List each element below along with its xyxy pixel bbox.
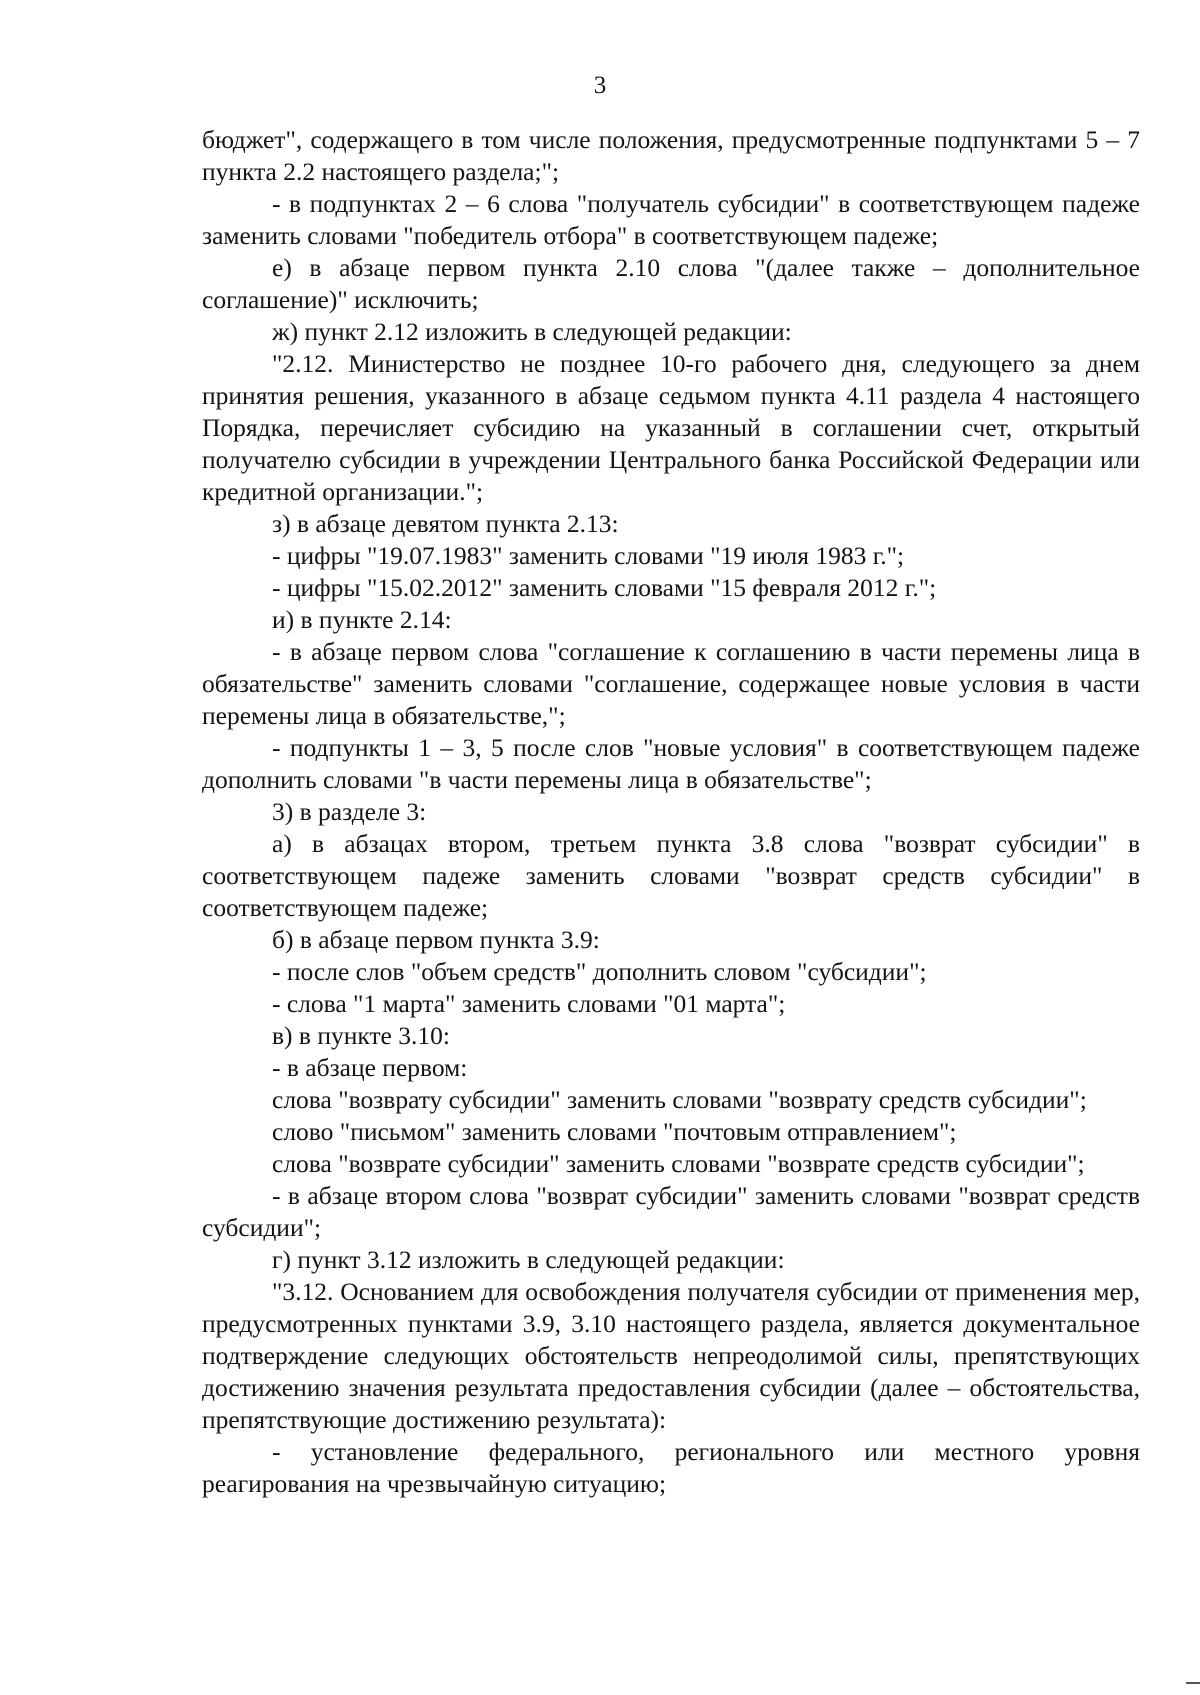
paragraph: б) в абзаце первом пункта 3.9: bbox=[272, 925, 600, 954]
paragraph: в) в пункте 3.10: bbox=[272, 1021, 450, 1050]
document-body bbox=[202, 124, 1140, 1500]
paragraph: - в абзаце первом: bbox=[272, 1053, 468, 1082]
paragraph: - слова "1 марта" заменить словами "01 марта"; bbox=[272, 989, 786, 1018]
paragraph: слово "письмом" заменить словами "почтовым отправлением"; bbox=[272, 1117, 957, 1146]
paragraph: - в подпунктах 2 – 6 слова "получатель субсидии" в соответствующем падеже заменить словами "победитель отбора" в соответствующем падеже; bbox=[202, 189, 1140, 250]
paragraph: г) пункт 3.12 изложить в следующей редакции: bbox=[272, 1245, 785, 1274]
paragraph: бюджет", содержащего в том числе положения, предусмотренные подпунктами 5 – 7 пункта 2.2 настоящего раздела;"; bbox=[202, 125, 1140, 186]
paragraph: - в абзаце втором слова "возврат субсидии" заменить словами "возврат средств субсидии"; bbox=[202, 1181, 1140, 1242]
paragraph: - установление федерального, регионального или местного уровня реагирования на чрезвычайную ситуацию; bbox=[202, 1437, 1140, 1498]
paragraph: "2.12. Министерство не позднее 10-го рабочего дня, следующего за днем принятия решения, указанного в абзаце седьмом пункта 4.11 раздела 4 настоящего Порядка, перечисляет субсидию на указанный в соглашении счет, открытый получателю субсидии в учреждении Центрального банка Российской Федерации или кредитной организации."; bbox=[202, 349, 1140, 506]
paragraph: слова "возврату субсидии" заменить словами "возврату средств субсидии"; bbox=[272, 1085, 1087, 1114]
page-number: 3 bbox=[593, 72, 607, 99]
paragraph: "3.12. Основанием для освобождения получателя субсидии от применения мер, предусмотренных пунктами 3.9, 3.10 настоящего раздела, является документальное подтверждение следующих обстоятельств непреодолимой силы, препятствующих достижению значения результата предоставления субсидии (далее – обстоятельства, препятствующие достижению результата): bbox=[202, 1277, 1140, 1434]
paragraph: - после слов "объем средств" дополнить словом "субсидии"; bbox=[272, 957, 927, 986]
paragraph: ж) пункт 2.12 изложить в следующей редакции: bbox=[272, 317, 792, 346]
paragraph: и) в пункте 2.14: bbox=[272, 605, 452, 634]
paragraph: з) в абзаце девятом пункта 2.13: bbox=[272, 509, 619, 538]
paragraph: - в абзаце первом слова "соглашение к соглашению в части перемены лица в обязательстве" заменить словами "соглашение, содержащее новые условия в части перемены лица в обязательстве,"; bbox=[202, 637, 1140, 730]
paragraph: - подпункты 1 – 3, 5 после слов "новые условия" в соответствующем падеже дополнить словами "в части перемены лица в обязательстве"; bbox=[202, 733, 1140, 794]
scan-edge-mark bbox=[1186, 1682, 1200, 1684]
paragraph: е) в абзаце первом пункта 2.10 слова "(далее также – дополнительное соглашение)" исключить; bbox=[202, 253, 1140, 314]
paragraph: - цифры "19.07.1983" заменить словами "19 июля 1983 г."; bbox=[272, 541, 905, 570]
paragraph: а) в абзацах втором, третьем пункта 3.8 слова "возврат субсидии" в соответствующем падеже заменить словами "возврат средств субсидии" в соответствующем падеже; bbox=[202, 829, 1140, 922]
paragraph: слова "возврате субсидии" заменить словами "возврате средств субсидии"; bbox=[272, 1149, 1085, 1178]
paragraph: - цифры "15.02.2012" заменить словами "15 февраля 2012 г."; bbox=[272, 573, 937, 602]
paragraph: 3) в разделе 3: bbox=[272, 797, 427, 826]
